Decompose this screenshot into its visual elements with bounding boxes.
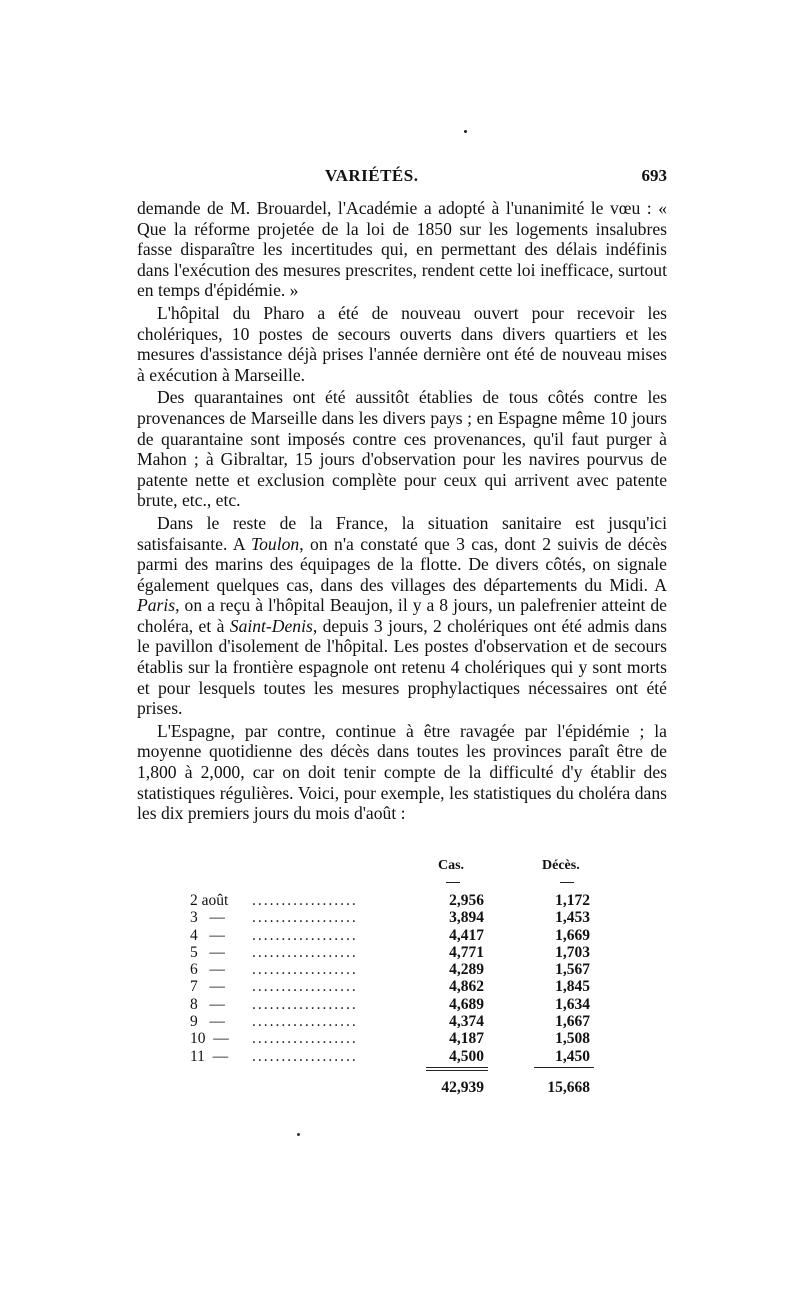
row-cas: 4,417 [449,926,484,944]
total-deces: 15,668 [547,1078,590,1096]
row-date: 9 — [190,1013,225,1031]
dot-leader: .................. [252,892,358,909]
table-row [190,1013,610,1030]
row-cas: 4,862 [449,978,484,996]
dot-leader: .................. [252,909,358,927]
row-cas: 4,289 [449,961,484,979]
dot-leader: .................. [252,926,358,944]
row-deces: 1,567 [555,961,590,979]
row-cas: 4,500 [449,1047,484,1065]
column-header-deces: Décès. [542,858,580,873]
row-date: 11 — [190,1047,229,1065]
row-deces: 1,845 [555,978,590,996]
total-cas: 42,939 [441,1078,484,1096]
total-rule [426,1070,488,1071]
table-row [190,944,610,961]
table-row [190,909,610,926]
total-rule [426,1067,488,1068]
cholera-statistics-table [190,858,610,1103]
row-date: 6 — [190,961,225,979]
table-row [190,961,610,978]
row-date: 5 — [190,943,225,961]
dot-leader: .................. [252,995,358,1013]
paragraph-1: demande de M. Brouardel, l'Académie a adopté à l'unanimité le vœu : « Que la réforme projetée de la loi de 1850 sur les logements insalubres fasse disparaître les incertitudes qui, en permettant des délais indéfinis dans l'exécution des mesures prescrites, rendent cette loi inefficace, surtout en temps d'épidémie. » [137,198,667,301]
running-head [137,166,667,190]
table-row [190,978,610,995]
row-cas: 2,956 [449,892,484,909]
row-deces: 1,453 [555,909,590,927]
dot-leader: .................. [252,1030,358,1048]
paragraph-3: Des quarantaines ont été aussitôt établies de tous côtés contre les provenances de Marseille dans les divers pays ; en Espagne même 10 jours de quarantaine sont imposés contre ces provenances, qu'il faut purger à Mahon ; à Gibraltar, 15 jours d'observation pour les navires pourvus de patente nette et exclusion complète pour ceux qui arrivent avec patente brute, etc., etc. [137,387,667,511]
row-deces: 1,450 [555,1047,590,1065]
dot-leader: .................. [252,1047,358,1065]
row-cas: 4,771 [449,943,484,961]
table-row [190,996,610,1013]
table-row [190,1030,610,1047]
dot-leader: .................. [252,1013,358,1031]
table-totals [190,1079,610,1103]
page-number: 693 [641,166,667,185]
column-header-cas: Cas. [438,858,465,873]
row-cas: 4,187 [449,1030,484,1048]
row-date: 4 — [190,926,225,944]
row-deces: 1,703 [555,943,590,961]
paragraph-5: L'Espagne, par contre, continue à être ravagée par l'épidémie ; la moyenne quotidienne des décès dans toutes les provinces paraît être de 1,800 à 2,000, car on doit tenir compte de la difficulté d'y établir des statistiques régulières. Voici, pour exemple, les statistiques du choléra dans les dix premiers jours du mois d'août : [137,720,667,824]
paragraph-4: Dans le reste de la France, la situation sanitaire est jusqu'ici satisfaisante. A Toulon, on n'a constaté que 3 cas, dont 2 suivis de décès parmi des marins des équipages de la flotte. De divers côtés, on signale également quelques cas, dans des villages des départements du Midi. A Paris, on a reçu à l'hôpital Beaujon, il y a 8 jours, un palefrenier atteint de choléra, et à Saint-Denis, depuis 3 jours, 2 cholériques ont été admis dans le pavillon d'isolement de l'hôpital. Les postes d'observation et de secours établis sur la frontière espagnole ont retenu 4 cholériques qui y sont morts et pour lesquels toutes les mesures prophylactiques nécessaires ont été prises. [137,512,667,719]
table-row [190,892,610,909]
total-rule-row [190,1065,610,1071]
row-cas: 3,894 [449,909,484,927]
row-deces: 1,508 [555,1030,590,1048]
dot-leader: .................. [252,961,358,979]
row-deces: 1,667 [555,1013,590,1031]
table-row [190,927,610,944]
row-cas: 4,689 [449,995,484,1013]
header-dash [560,882,574,883]
print-speck [464,130,467,133]
running-title: VARIÉTÉS. [325,166,419,185]
total-rule [534,1067,594,1068]
print-speck [297,1133,300,1136]
row-date: 3 — [190,909,225,927]
table-body [190,892,610,1065]
row-cas: 4,374 [449,1013,484,1031]
table-header [190,858,610,882]
row-deces: 1,172 [555,892,590,909]
table-row [190,1048,610,1065]
row-date: 8 — [190,995,225,1013]
body-text [137,198,667,826]
header-dash [446,882,460,883]
paragraph-2: L'hôpital du Pharo a été de nouveau ouvert pour recevoir les cholériques, 10 postes de secours ouverts dans divers quartiers et les mesures d'assistance déjà prises l'année dernière ont été de nouveau mises à exécution à Marseille. [137,302,667,385]
row-date: 10 — [190,1030,229,1048]
row-date: 2 août [190,892,229,909]
row-deces: 1,669 [555,926,590,944]
row-date: 7 — [190,978,225,996]
row-deces: 1,634 [555,995,590,1013]
dot-leader: .................. [252,978,358,996]
dot-leader: .................. [252,943,358,961]
